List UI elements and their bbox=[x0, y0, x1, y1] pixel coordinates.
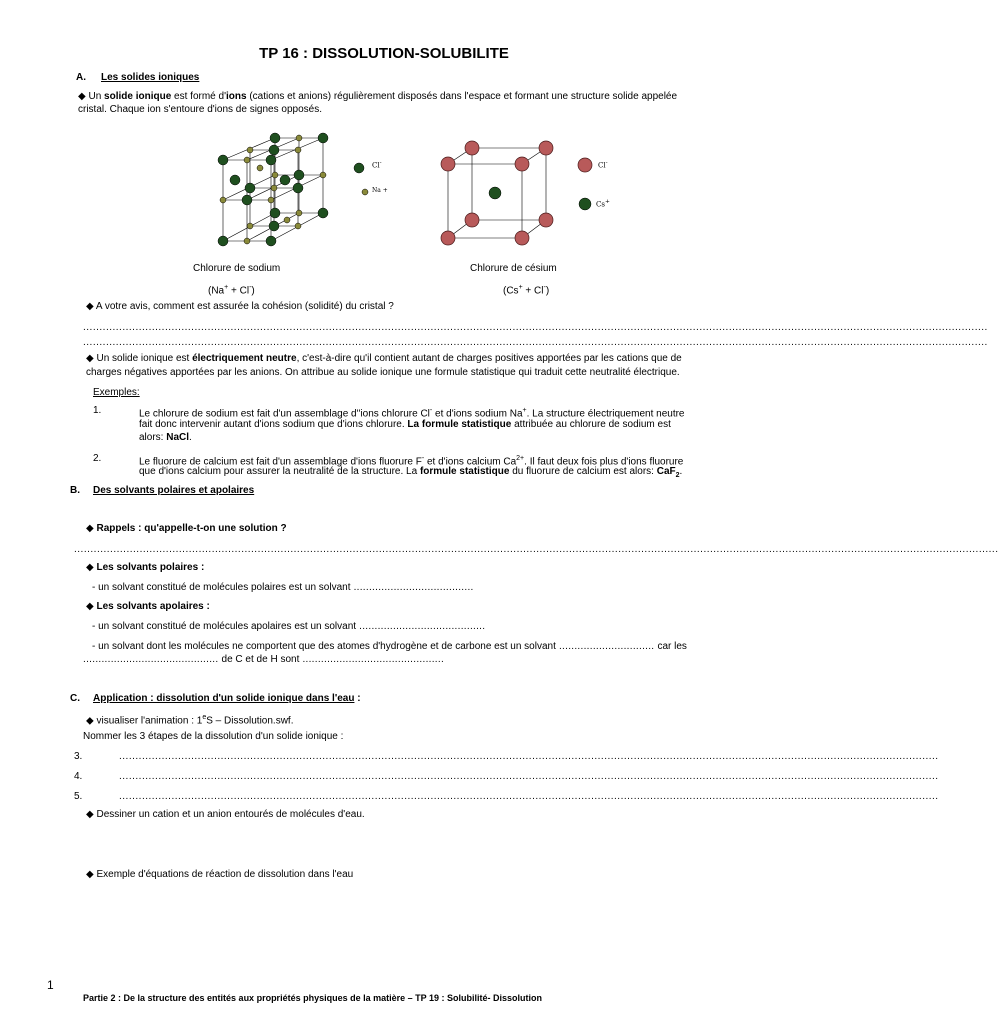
apolar-solvents-title: ◆ Les solvants apolaires : bbox=[86, 601, 210, 612]
example-2-line-2: que d'ions calcium pour assurer la neutralité de la structure. La formule statistique du fluorure de calcium est alors: CaF$_2$. bbox=[139, 466, 683, 479]
intro-line-1: ◆ Un solide ionique est formé d'ions (cations et anions) régulièrement disposés dans l'espace et formant une structure solide appelée bbox=[78, 91, 678, 102]
nacl-formula: (Na+ + Cl-) bbox=[208, 284, 255, 297]
nacl-legend-na: Na + bbox=[372, 187, 388, 194]
step-number: 3. bbox=[74, 751, 83, 762]
page-footer: Partie 2 : De la structure des entités aux propriétés physiques de la matière – TP 19 : Solubilité- Dissolution bbox=[83, 993, 542, 1003]
examples-label: Exemples: bbox=[93, 387, 140, 398]
chloride-ion-legend-icon bbox=[578, 158, 592, 172]
example-equations: ◆ Exemple d'équations de réaction de dissolution dans l'eau bbox=[86, 869, 354, 880]
section-a-heading: Les solides ioniques bbox=[101, 72, 200, 83]
answer-dotted-line: .......................................................................................................................................................................................................................................................... bbox=[119, 771, 939, 782]
apolar-solvents-line-3: ............................................ de C et de H sont .............................................. bbox=[83, 654, 445, 665]
polar-solvents-title: ◆ Les solvants polaires : bbox=[86, 562, 205, 573]
cesium-ion-legend-icon bbox=[579, 198, 591, 210]
draw-instruction: ◆ Dessiner un cation et un anion entourés de molécules d'eau. bbox=[86, 809, 365, 820]
apolar-solvents-line-2: - un solvant dont les molécules ne comportent que des atomes d'hydrogène et de carbone est un solvant ............................... car les bbox=[92, 641, 687, 652]
animation-instruction: ◆ visualiser l'animation : 1eS – Dissolution.swf. bbox=[86, 714, 294, 727]
sodium-ion-legend-icon bbox=[362, 189, 368, 195]
answer-dotted-line: .......................................................................................................................................................................................................................................................................................... bbox=[74, 544, 999, 555]
neutrality-line-2: charges négatives apportées par les anions. On attribue au solide ionique une formule statistique qui traduit cette neutralité électrique. bbox=[86, 367, 680, 378]
page-title: TP 16 : DISSOLUTION-SOLUBILITE bbox=[259, 45, 509, 62]
cscl-caption: Chlorure de césium bbox=[470, 263, 557, 274]
example-2-line-1: Le fluorure de calcium est fait d'un assemblage d'ions fluorure F- et d'ions calcium $Ca^{2+}$. Il faut deux fois plus d'ions fluorure bbox=[139, 455, 684, 468]
page-number: 1 bbox=[47, 978, 54, 992]
answer-dotted-line: .......................................................................................................................................................................................................................................................... bbox=[119, 751, 939, 762]
nacl-legend-cl: Cl- bbox=[372, 160, 382, 170]
cscl-legend-cs: Cs+ bbox=[596, 199, 610, 209]
example-1-line-2: fait donc intervenir autant d'ions sodium que d'ions chlorure. La formule statistique attribuée au chlorure de sodium est bbox=[139, 419, 671, 430]
example-1-number: 1. bbox=[93, 405, 102, 416]
answer-dotted-line: .................................................................................................................................................................................................................................................................................... bbox=[83, 322, 988, 333]
cscl-crystal-figure bbox=[436, 140, 621, 250]
nacl-caption: Chlorure de sodium bbox=[193, 263, 281, 274]
nacl-crystal-figure bbox=[205, 128, 395, 253]
apolar-solvents-line-1: - un solvant constitué de molécules apolaires est un solvant ......................................... bbox=[92, 621, 486, 632]
section-c-heading: Application : dissolution d'un solide ionique dans l'eau : bbox=[93, 693, 361, 704]
section-b-letter: B. bbox=[70, 485, 80, 496]
steps-label: Nommer les 3 étapes de la dissolution d'un solide ionique : bbox=[83, 731, 344, 742]
example-2-number: 2. bbox=[93, 453, 102, 464]
answer-dotted-line: .......................................................................................................................................................................................................................................................... bbox=[119, 791, 939, 802]
cohesion-question: ◆ A votre avis, comment est assurée la cohésion (solidité) du cristal ? bbox=[86, 301, 394, 312]
chloride-ion-legend-icon bbox=[354, 163, 364, 173]
intro-line-2: cristal. Chaque ion s'entoure d'ions de signes opposés. bbox=[78, 104, 322, 115]
neutrality-line-1: ◆ Un solide ionique est électriquement neutre, c'est-à-dire qu'il contient autant de charges positives apportées par les cations que de bbox=[86, 353, 682, 364]
section-b-heading: Des solvants polaires et apolaires bbox=[93, 485, 255, 496]
step-number: 4. bbox=[74, 771, 83, 782]
cscl-legend-cl: Cl- bbox=[598, 160, 608, 170]
example-1-line-3: alors: NaCl. bbox=[139, 432, 192, 443]
section-c-letter: C. bbox=[70, 693, 80, 704]
section-a-letter: A. bbox=[76, 72, 86, 83]
rappel-question: ◆ Rappels : qu'appelle-t-on une solution ? bbox=[86, 523, 287, 534]
cscl-formula: (Cs+ + Cl-) bbox=[503, 284, 550, 297]
step-number: 5. bbox=[74, 791, 83, 802]
example-1-line-1: Le chlorure de sodium est fait d'un assemblage d''ions chlorure Cl- et d'ions sodium Na+. La structure électriquement neutre bbox=[139, 407, 685, 420]
polar-solvents-line: - un solvant constitué de molécules polaires est un solvant ....................................... bbox=[92, 582, 474, 593]
answer-dotted-line: .................................................................................................................................................................................................................................................................................... bbox=[83, 337, 988, 348]
